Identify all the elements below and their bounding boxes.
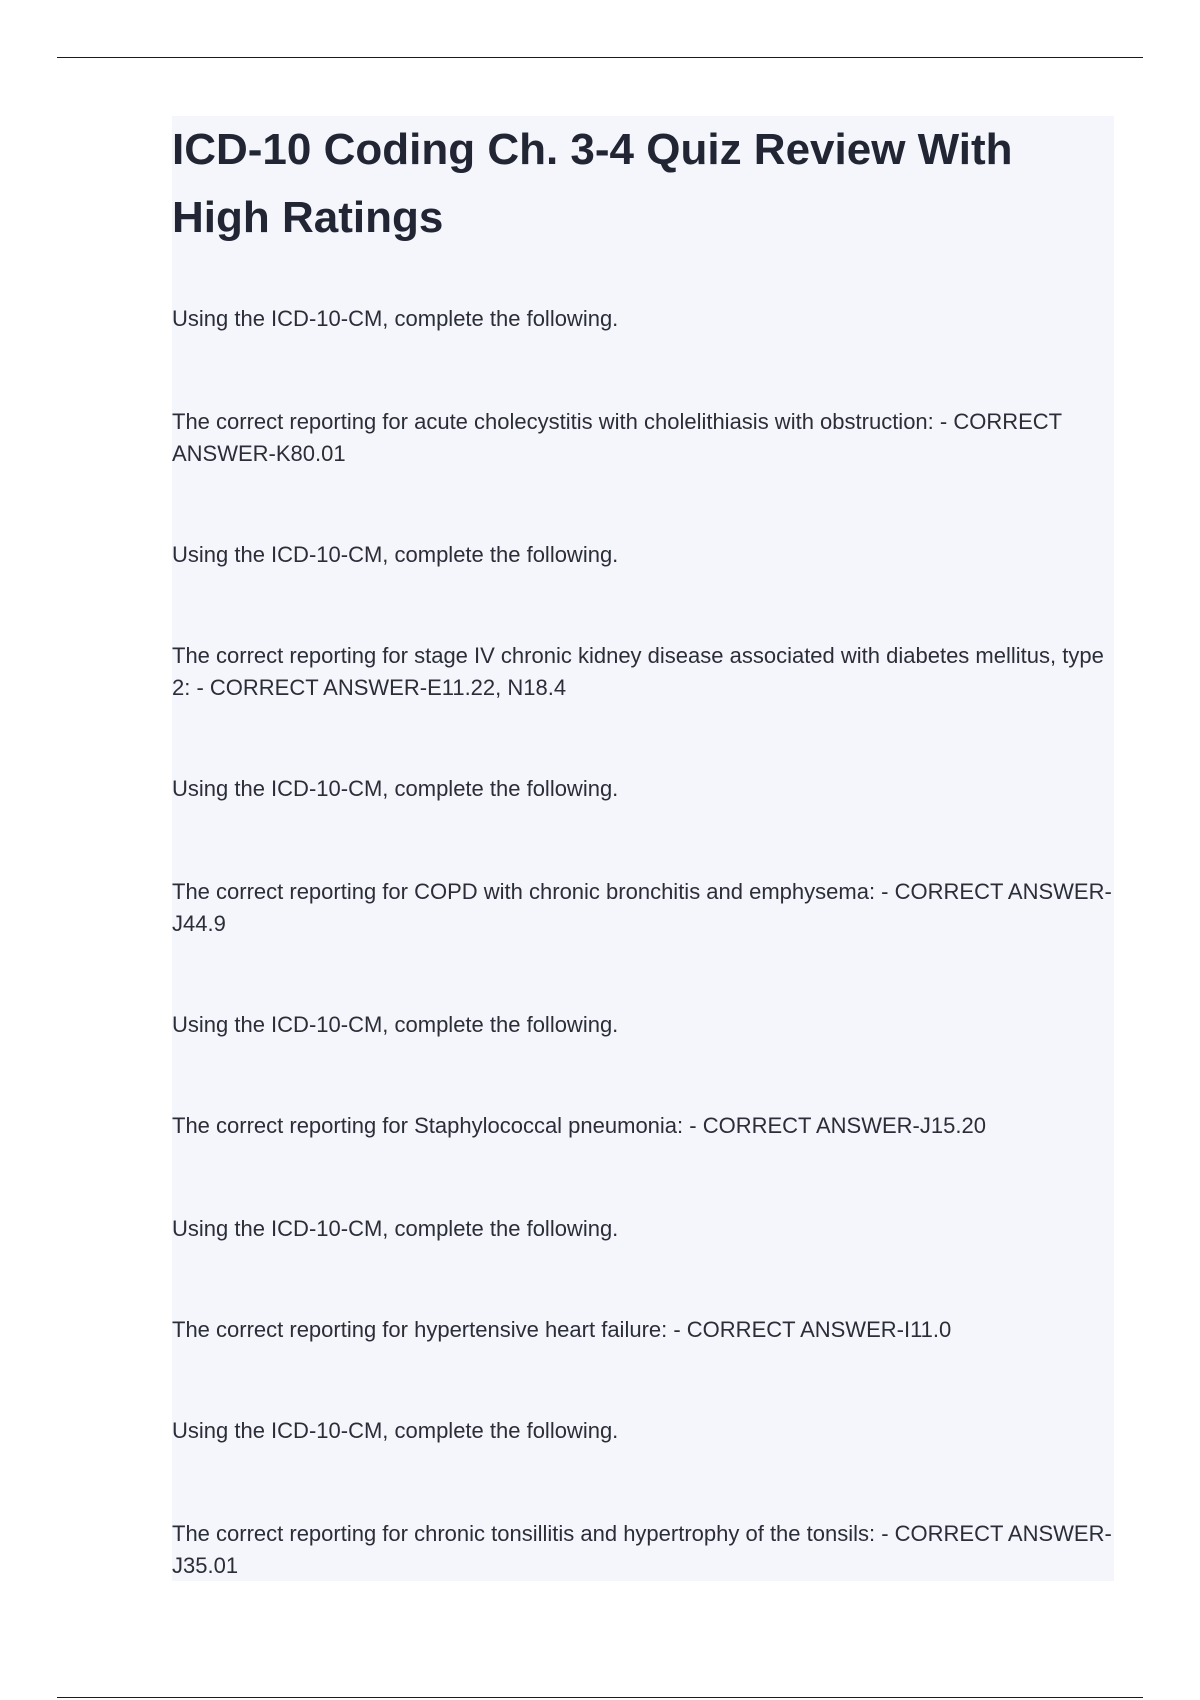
instruction-paragraph: Using the ICD-10-CM, complete the following. [172,1012,619,1037]
top-divider [57,57,1143,58]
instruction-paragraph: Using the ICD-10-CM, complete the following. [172,776,619,801]
question-answer-paragraph: The correct reporting for chronic tonsillitis and hypertrophy of the tonsils: - CORRECT ANSWER-J35.01 [172,1521,1112,1578]
instruction-paragraph: Using the ICD-10-CM, complete the following. [172,1216,619,1241]
instruction-paragraph: Using the ICD-10-CM, complete the following. [172,1418,619,1443]
instruction-paragraph: Using the ICD-10-CM, complete the following. [172,542,619,567]
question-answer-paragraph: The correct reporting for acute cholecystitis with cholelithiasis with obstruction: - CORRECT ANSWER-K80.01 [172,409,1062,466]
bottom-divider [57,1697,1143,1698]
instruction-paragraph: Using the ICD-10-CM, complete the following. [172,306,619,331]
question-answer-paragraph: The correct reporting for hypertensive heart failure: - CORRECT ANSWER-I11.0 [172,1317,952,1342]
question-answer-paragraph: The correct reporting for Staphylococcal pneumonia: - CORRECT ANSWER-J15.20 [172,1113,986,1138]
document-title: ICD-10 Coding Ch. 3-4 Quiz Review With High Ratings [172,125,1013,242]
question-answer-paragraph: The correct reporting for stage IV chronic kidney disease associated with diabetes mellitus, type 2: - CORRECT ANSWER-E11.22, N18.4 [172,643,1104,700]
question-answer-paragraph: The correct reporting for COPD with chronic bronchitis and emphysema: - CORRECT ANSWER-J44.9 [172,879,1112,936]
document-content [172,116,1114,1581]
